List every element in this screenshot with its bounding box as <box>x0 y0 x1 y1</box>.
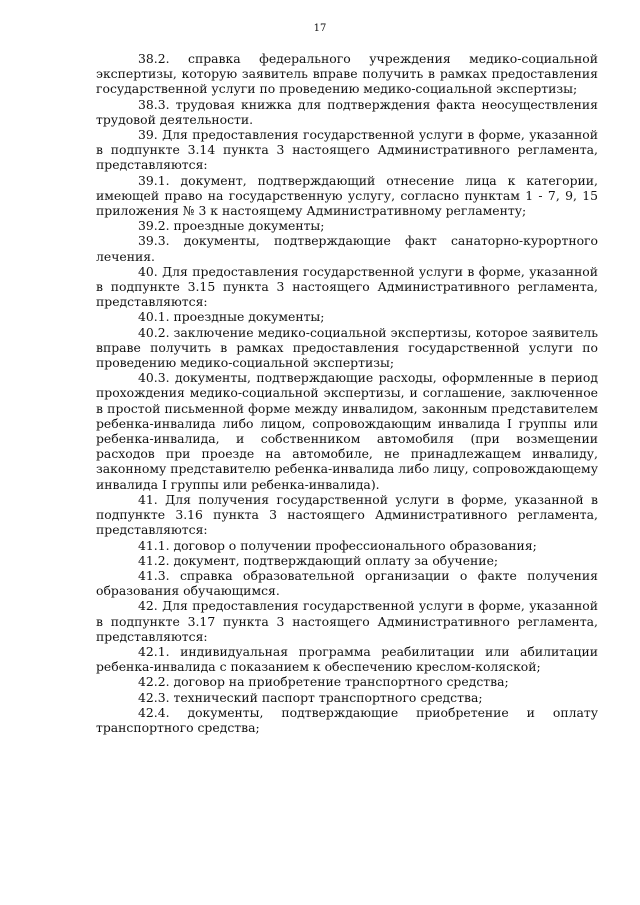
page-number: 17 <box>313 23 327 34</box>
paragraph-42: 42. Для предоставления государственной услуги в форме, указанной в подпункте 3.17 пункта 3 настоящего Административного регламента, представляются: <box>96 598 598 644</box>
paragraph-38-2: 38.2. справка федерального учреждения медико-социальной экспертизы, которую заявитель вправе получить в рамках предоставления государственной услуги по проведению медико-социальной экспертизы; <box>96 51 598 97</box>
paragraph-41-2: 41.2. документ, подтверждающий оплату за обучение; <box>138 552 499 568</box>
paragraph-41-1: 41.1. договор о получении профессионального образования; <box>138 537 537 553</box>
paragraph-42-2: 42.2. договор на приобретение транспортного средства; <box>138 674 509 690</box>
paragraph-42-3: 42.3. технический паспорт транспортного средства; <box>138 689 483 705</box>
paragraph-38-3: 38.3. трудовая книжка для подтверждения факта неосуществления трудовой деятельности. <box>96 96 598 127</box>
paragraph-42-4: 42.4. документы, подтверждающие приобретение и оплату транспортного средства; <box>96 704 598 735</box>
paragraph-41: 41. Для получения государственной услуги в форме, указанной в подпункте 3.16 пункта 3 настоящего Административного регламента, представляются: <box>96 491 598 538</box>
paragraph-39-1: 39.1. документ, подтверждающий отнесение лица к категории, имеющей право на государственную услугу, согласно пунктам 1 - 7, 9, 15 приложения № 3 к настоящему Административному регламенту; <box>96 172 598 219</box>
paragraph-42-1: 42.1. индивидуальная программа реабилитации или абилитации ребенка-инвалида с показанием к обеспечению креслом-коляской; <box>96 643 598 675</box>
paragraph-41-3: 41.3. справка образовательной организации о факте получения образования обучающимся. <box>96 567 598 599</box>
paragraph-40: 40. Для предоставления государственной услуги в форме, указанной в подпункте 3.15 пункта 3 настоящего Административного регламента, представляются: <box>96 263 598 310</box>
paragraph-40-2: 40.2. заключение медико-социальной экспертизы, которое заявитель вправе получить в рамках предоставления государственной услуги по проведению медико-социальной экспертизы; <box>96 324 598 371</box>
paragraph-40-3: 40.3. документы, подтверждающие расходы, оформленные в период прохождения медико-социальной экспертизы, и соглашение, заключенное в простой письменной форме между инвалидом, законным представителем ребенка-инвалида либо лицом, сопровождающим инвалида I группы или ребенка-инвалида, и собственником автомобиля (при возмещении расходов при проезде на автомобиле, не принадлежащем инвалиду, законному представителю ребенка-инвалида либо лицу, сопровождающему инвалида I группы или ребенка-инвалида). <box>96 370 598 492</box>
paragraph-40-1: 40.1. проездные документы; <box>138 309 325 325</box>
paragraph-39-2: 39.2. проездные документы; <box>138 218 325 234</box>
paragraph-39-3: 39.3. документы, подтверждающие факт санаторно-курортного лечения. <box>96 233 598 264</box>
paragraph-39: 39. Для предоставления государственной услуги в форме, указанной в подпункте 3.14 пункта 3 настоящего Административного регламента, представляются: <box>96 127 598 173</box>
document-body <box>96 51 598 735</box>
